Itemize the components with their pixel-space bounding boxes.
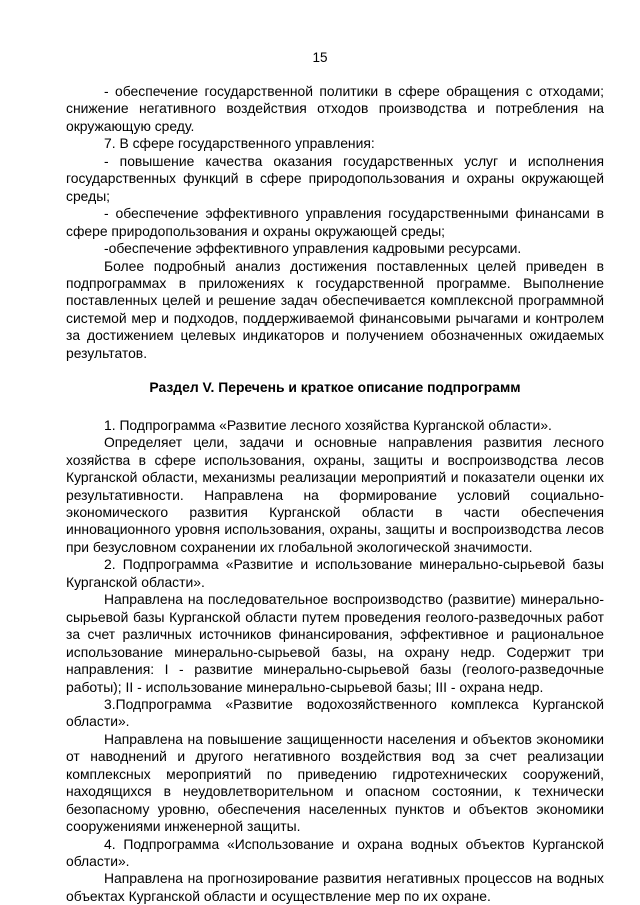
paragraph: Направлена на последовательное воспроизводство (развитие) минерально-сырьевой базы Курганской области путем проведения геолого-разведочных работ за счет различных источников финансирования, эффективное и рациональное использование минерально-сырьевой базы, на охрану недр. Содержит три направления: I - развитие минерально-сырьевой базы (геолого-разведочные работы); II - использование минерально-сырьевой базы; III - охрана недр. [66,591,604,695]
section-title: Раздел V. Перечень и краткое описание подпрограмм [149,379,521,396]
paragraph: - повышение качества оказания государственных услуг и исполнения государственных функций в сфере природопользования и охраны окружающей среды; [66,152,604,204]
paragraph: - обеспечение эффективного управления государственными финансами в сфере природопользования и охраны окружающей среды; [66,205,604,239]
paragraph: 4. Подпрограмма «Использование и охрана водных объектов Курганской области». [66,835,604,870]
paragraph: 3.Подпрограмма «Развитие водохозяйственного комплекса Курганской области». [66,695,604,730]
paragraph: 1. Подпрограмма «Развитие лесного хозяйства Курганской области». [104,416,552,433]
paragraph: Определяет цели, задачи и основные направления развития лесного хозяйства в сфере использования, охраны, защиты и воспроизводства лесов Курганской области, механизмы реализации мероприятий и показатели оценки их результативности. Направлена на формирование условий социально-экономического развития Курганской области в части обеспечения инновационного уровня использования, охраны, защиты и воспроизводства лесов при безусловном сохранении их глобальной экологической значимости. [66,434,604,555]
document-body [66,83,604,905]
paragraph: - обеспечение государственной политики в сфере обращения с отходами; снижение негативного воздействия отходов производства и потребления на окружающую среду. [66,83,604,134]
paragraph: 2. Подпрограмма «Развитие и использование минерально-сырьевой базы Курганской области». [66,556,604,590]
paragraph: Направлена на прогнозирование развития негативных процессов на водных объектах Курганской области и осуществление мер по их охране. [66,870,604,904]
page-number: 15 [312,50,328,65]
paragraph: Направлена на повышение защищенности населения и объектов экономики от наводнений и другого негативного воздействия вод за счет реализации комплексных мероприятий по приведению гидротехнических сооружений, находящихся в неудовлетворительном и опасном состоянии, к технически безопасному уровню, обеспечения населенных пунктов и объектов экономики сооружениями инженерной защиты. [66,730,604,835]
paragraph: Более подробный анализ достижения поставленных целей приведен в подпрограммах в приложениях к государственной программе. Выполнение поставленных целей и решение задач обеспечивается комплексной программной системой мер и подходов, поддерживаемой финансовыми рычагами и контролем за достижением целевых индикаторов и получением обозначенных ожидаемых результатов. [66,257,604,361]
paragraph: 7. В сфере государственного управления: [104,135,375,152]
paragraph: -обеспечение эффективного управления кадровыми ресурсами. [104,240,522,257]
